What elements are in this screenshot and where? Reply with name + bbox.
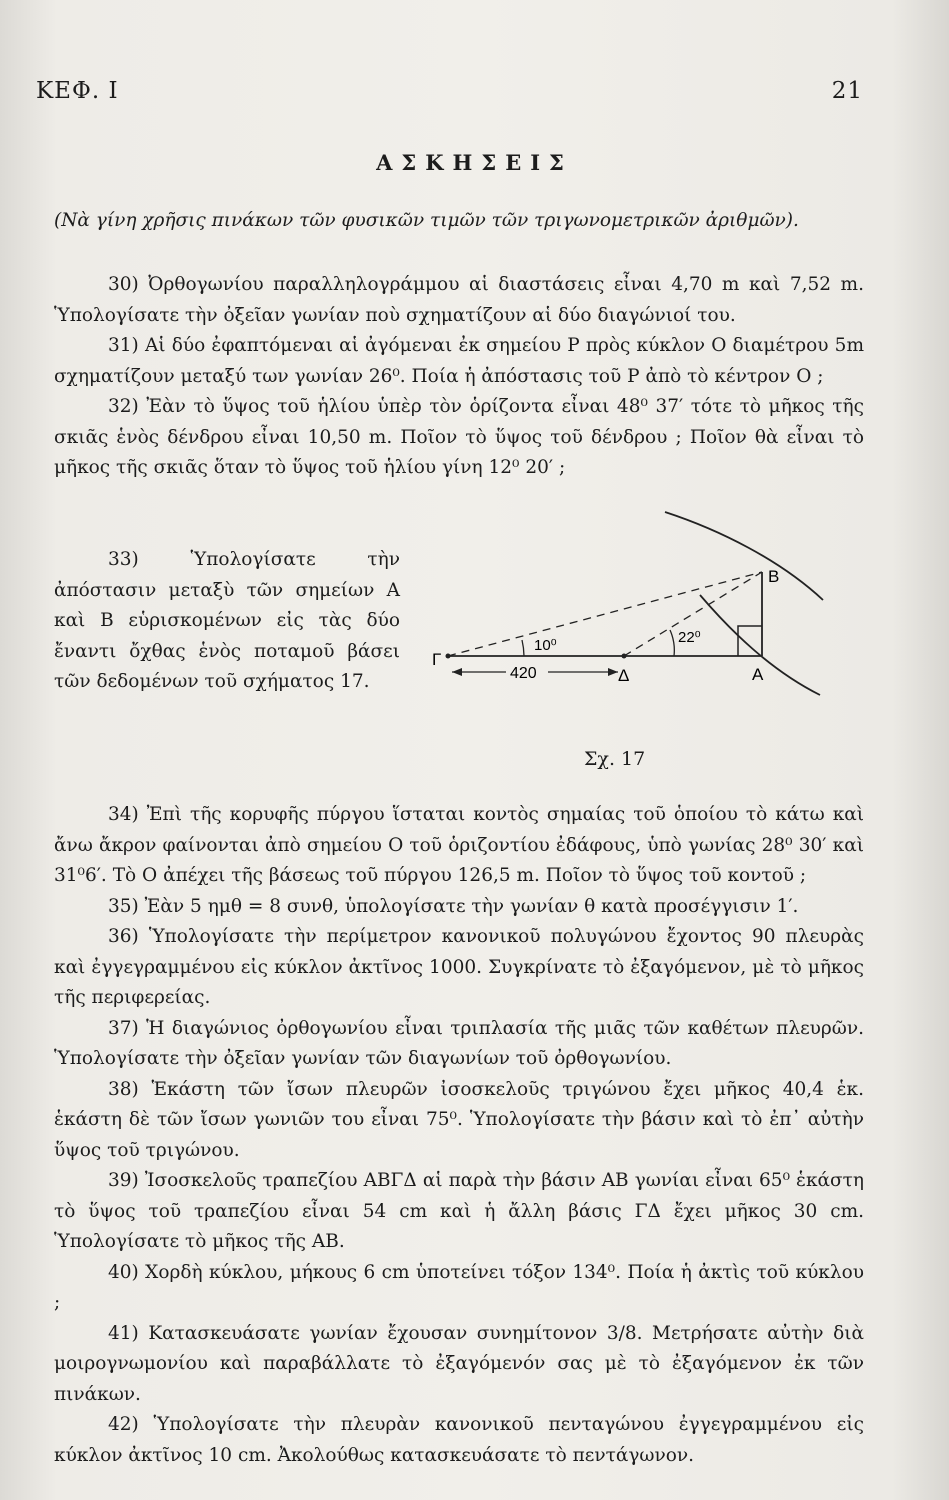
label-distance: 420	[510, 665, 537, 682]
upper-riverbank	[665, 512, 823, 600]
exercises-block-top	[54, 270, 864, 484]
exercise-40: 40) Χορδὴ κύκλου, μήκους 6 cm ὑποτείνει τόξον 134⁰. Ποία ἡ ἀκτὶς τοῦ κύκλου ;	[54, 1261, 864, 1313]
right-angle-mark	[738, 626, 762, 656]
instruction-note: (Νὰ γίνη χρῆσις πινάκων τῶν φυσικῶν τιμῶν τῶν τριγωνομετρικῶν ἀριθμῶν).	[54, 210, 799, 231]
label-angle-10: 10⁰	[534, 637, 557, 654]
label-a: Α	[752, 665, 764, 684]
dimension-arrow-left	[452, 668, 462, 676]
angle-22-arc	[670, 630, 674, 656]
river-figure	[430, 490, 830, 720]
exercise-38: 38) Ἑκάστη τῶν ἴσων πλευρῶν ἰσοσκελοῦς τριγώνου ἔχει μῆκος 40,4 ἑκ. ἑκάστη δὲ τῶν ἴσων γωνιῶν του εἶναι 75⁰. Ὑπολογίσατε τὴν βάσιν καὶ τὸ ἐπ᾽ αὐτὴν ὕψος τοῦ τριγώνου.	[54, 1078, 864, 1161]
point-gamma	[446, 654, 451, 659]
exercise-33: 33) Ὑπολογίσατε τὴν ἀπόστασιν μεταξὺ τῶν σημείων Α καὶ Β εὑρισκομένων εἰς τὰς δύο ἔναντι ὄχθας ἑνὸς ποταμοῦ βάσει τῶν δεδομένων τοῦ σχήματος 17.	[54, 549, 400, 692]
exercises-block-bottom	[54, 800, 864, 1471]
exercise-35: 35) Ἐὰν 5 ημθ = 8 συνθ, ὑπολογίσατε τὴν γωνίαν θ κατὰ προσέγγισιν 1′.	[108, 895, 799, 917]
chapter-header: ΚΕΦ. Ι	[36, 78, 119, 104]
exercise-37: 37) Ἡ διαγώνιος ὀρθογωνίου εἶναι τριπλασία τῆς μιᾶς τῶν καθέτων πλευρῶν. Ὑπολογίσατε τὴν ὀξεῖαν γωνίαν τῶν διαγωνίων τοῦ ὀρθογωνίου.	[54, 1017, 864, 1069]
exercise-32: 32) Ἐὰν τὸ ὕψος τοῦ ἡλίου ὑπὲρ τὸν ὁρίζοντα εἶναι 48⁰ 37′ τότε τὸ μῆκος τῆς σκιᾶς ἑνὸς δένδρου εἶναι 10,50 m. Ποῖον τὸ ὕψος τοῦ δένδρου ; Ποῖον θὰ εἶναι τὸ μῆκος τῆς σκιᾶς ὅταν τὸ ὕψος τοῦ ἡλίου γίνη 12⁰ 20′ ;	[54, 396, 864, 478]
exercise-36: 36) Ὑπολογίσατε τὴν περίμετρον κανονικοῦ πολυγώνου ἔχοντος 90 πλευρὰς καὶ ἐγγεγραμμένου εἰς κύκλον ἀκτῖνος 1000. Συγκρίνατε τὸ ἐξαγόμενον, μὲ τὸ μῆκος τῆς περιφερείας.	[54, 926, 864, 1008]
label-gamma: Γ	[432, 650, 442, 669]
exercises-block-beside-figure	[54, 545, 400, 698]
section-title: ΑΣΚΗΣΕΙΣ	[376, 150, 573, 175]
label-angle-22: 22⁰	[678, 629, 701, 646]
sightline-gamma-b	[448, 572, 762, 656]
exercise-34: 34) Ἐπὶ τῆς κορυφῆς πύργου ἵσταται κοντὸς σημαίας τοῦ ὁποίου τὸ κάτω καὶ ἄνω ἄκρον φαίνονται ἀπὸ σημείου Ο τοῦ ὁριζοντίου ἐδάφους, ὑπὸ γωνίας 28⁰ 30′ καὶ 31⁰6′. Τὸ Ο ἀπέχει τῆς βάσεως τοῦ πύργου 126,5 m. Ποῖον τὸ ὕψος τοῦ κοντοῦ ;	[54, 804, 865, 886]
point-delta	[622, 654, 627, 659]
figure-caption: Σχ. 17	[584, 748, 646, 770]
exercise-31: 31) Αἱ δύο ἐφαπτόμεναι αἱ ἀγόμεναι ἐκ σημείου Ρ πρὸς κύκλον Ο διαμέτρου 5m σχηματίζουν μεταξύ των γωνίαν 26⁰. Ποία ἡ ἀπόστασις τοῦ Ρ ἀπὸ τὸ κέντρον Ο ;	[54, 335, 864, 387]
page-number: 21	[831, 78, 863, 104]
exercise-41: 41) Κατασκευάσατε γωνίαν ἔχουσαν συνημίτονον 3/8. Μετρήσατε αὐτὴν διὰ μοιρογνωμονίου καὶ παραβάλλατε τὸ ἐξαγόμενόν σας μὲ τὸ ἐξαγόμενον ἐκ τῶν πινάκων.	[54, 1322, 864, 1405]
exercise-39: 39) Ἰσοσκελοῦς τραπεζίου ΑΒΓΔ αἱ παρὰ τὴν βάσιν ΑΒ γωνίαι εἶναι 65⁰ ἑκάστη τὸ ὕψος τοῦ τραπεζίου εἶναι 54 cm καὶ ἡ ἄλλη βάσις ΓΔ ἔχει μῆκος 30 cm. Ὑπολογίσατε τὸ μῆκος τῆς ΑΒ.	[54, 1170, 864, 1252]
exercise-42: 42) Ὑπολογίσατε τὴν πλευρὰν κανονικοῦ πενταγώνου ἐγγεγραμμένου εἰς κύκλον ἀκτῖνος 10 cm. Ἀκολούθως κατασκευάσατε τὸ πεντάγωνον.	[54, 1414, 864, 1466]
figure-17-diagram	[430, 490, 830, 720]
dimension-arrow-right	[608, 668, 618, 676]
label-delta: Δ	[618, 666, 630, 685]
angle-10-arc	[522, 640, 524, 656]
label-b: Β	[768, 567, 780, 586]
exercise-30: 30) Ὀρθογωνίου παραλληλογράμμου αἱ διαστάσεις εἶναι 4,70 m καὶ 7,52 m. Ὑπολογίσατε τὴν ὀξεῖαν γωνίαν ποὺ σχηματίζουν αἱ δύο διαγώνιοί του.	[54, 274, 864, 326]
